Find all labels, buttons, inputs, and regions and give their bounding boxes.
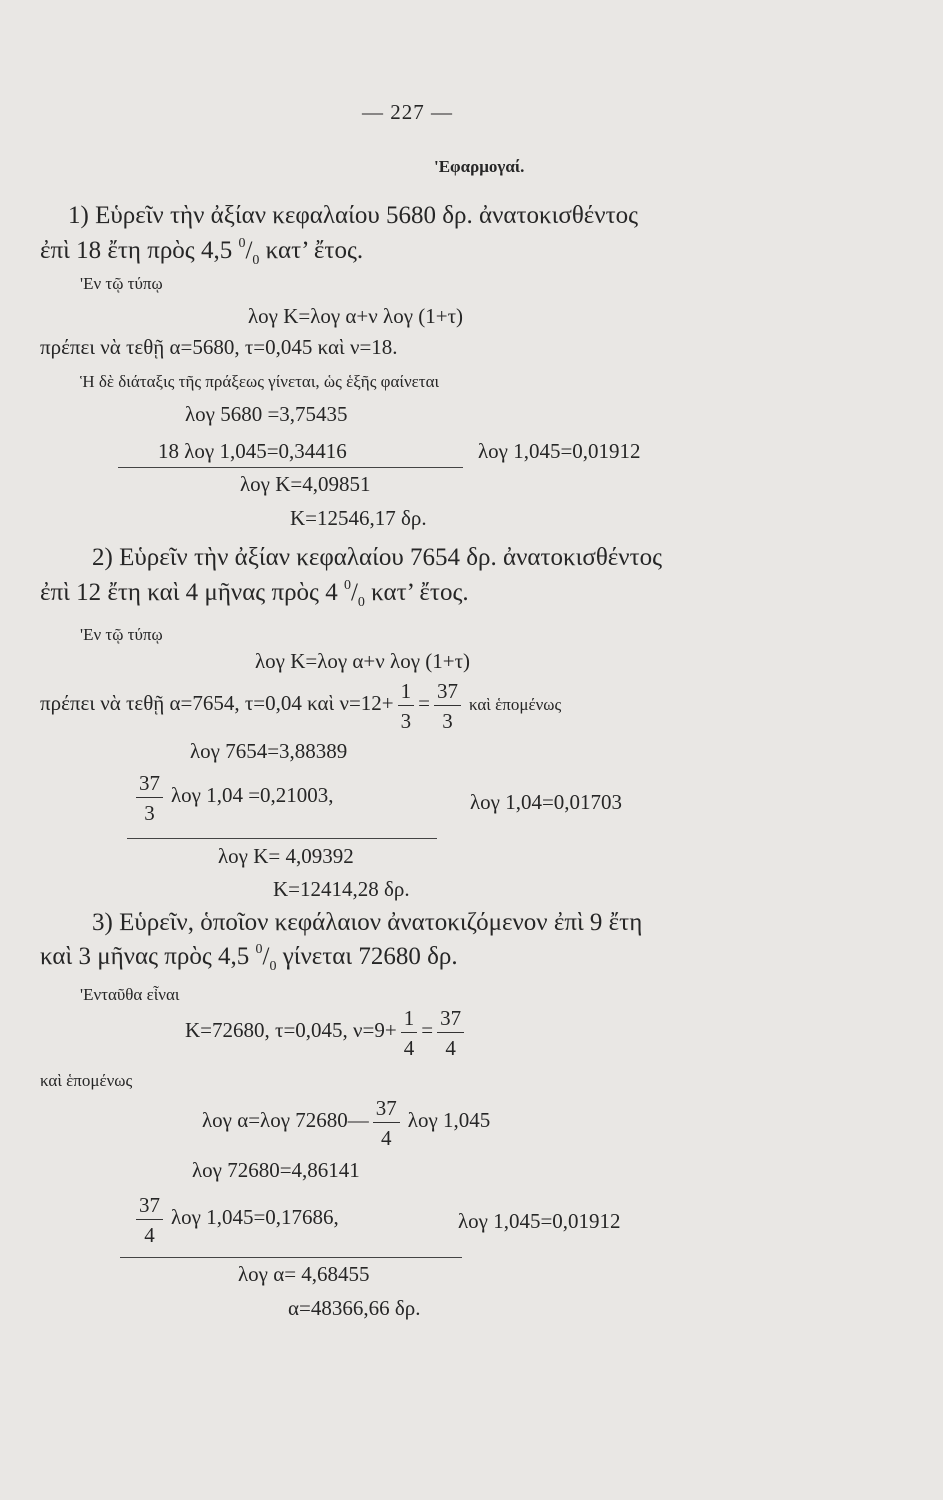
section-title: 'Εφαρμογαί.	[434, 157, 525, 176]
ex3-formula-fraction: $\frac{37}{4}$	[373, 1098, 400, 1149]
ex2-intro: 'Εν τῷ τύπῳ	[80, 625, 163, 644]
ex3-fraction-2: $\frac{37}{4}$	[437, 1008, 464, 1059]
ex2-fraction-2: $\frac{37}{3}$	[434, 681, 461, 732]
ex3-values: Κ=72680, τ=0,045, ν=9+ $\frac{1}{4}$ = $\frac{37}{4}$	[185, 1008, 468, 1059]
ex2-values: πρέπει νὰ τεθῇ α=7654, τ=0,04 καὶ ν=12+ $\frac{1}{3}$ = $\frac{37}{3}$ καὶ ἑπομένως	[40, 679, 562, 733]
ex2-calc1: λογ 7654=3,88389	[190, 739, 348, 763]
ex3-calc2: $\frac{37}{4}$ λογ 1,045=0,17686,	[132, 1195, 339, 1246]
ex2-problem-line2: ἐπὶ 12 ἔτη καὶ 4 μῆνας πρὸς 4 $^0/_0$ κατ’ ἔτος.	[40, 577, 469, 610]
ex2-calc2-side: λογ 1,04=0,01703	[470, 790, 623, 814]
ex1-calc3: λογ Κ=4,09851	[240, 472, 371, 496]
ex1-problem-line2: ἐπὶ 18 ἔτη πρὸς 4,5 $^0/_0$ κατ’ ἔτος.	[40, 235, 364, 268]
ex1-calc2: 18 λογ 1,045=0,34416	[158, 439, 347, 463]
ex3-calc2-side: λογ 1,045=0,01912	[458, 1209, 621, 1233]
sum-rule	[127, 838, 437, 839]
ex2-calc2-fraction: $\frac{37}{3}$	[136, 773, 163, 824]
ex3-formula: λογ α=λογ 72680— $\frac{37}{4}$ λογ 1,045	[202, 1096, 491, 1150]
ex3-fraction-1: $\frac{1}{4}$	[401, 1008, 418, 1059]
ex2-calc2: $\frac{37}{3}$ λογ 1,04 =0,21003,	[132, 773, 334, 824]
ex3-calc2-fraction: $\frac{37}{4}$	[136, 1195, 163, 1246]
ex2-calc3: λογ Κ= 4,09392	[218, 844, 354, 868]
ex3-problem-line1: 3) Εὑρεῖν, ὁποῖον κεφάλαιον ἀνατοκιζόμενον ἐπὶ 9 ἔτη	[92, 909, 643, 936]
ex3-intro: 'Ενταῦθα εἶναι	[80, 985, 180, 1004]
ex3-problem-line2: καὶ 3 μῆνας πρὸς 4,5 $^0/_0$ γίνεται 72680 δρ.	[40, 941, 458, 974]
ex1-calc2-side: λογ 1,045=0,01912	[478, 439, 641, 463]
ex3-calc1: λογ 72680=4,86141	[192, 1158, 360, 1182]
ex1-calc1: λογ 5680 =3,75435	[185, 402, 348, 426]
page-number: — 227 —	[362, 100, 453, 124]
ex2-problem-line1: 2) Εὑρεῖν τὴν ἀξίαν κεφαλαίου 7654 δρ. ἀνατοκισθέντος	[92, 544, 663, 571]
ex2-formula: λογ Κ=λογ α+ν λογ (1+τ)	[255, 649, 471, 673]
sum-rule	[118, 467, 463, 468]
ex1-intro: 'Εν τῷ τύπῳ	[80, 274, 163, 293]
ex1-result: Κ=12546,17 δρ.	[290, 506, 427, 530]
ex1-problem-line1: 1) Εὑρεῖν τὴν ἀξίαν κεφαλαίου 5680 δρ. ἀνατοκισθέντος	[68, 202, 639, 229]
ex2-fraction-1: $\frac{1}{3}$	[398, 681, 415, 732]
ex1-arrangement: Ἡ δὲ διάταξις τῆς πράξεως γίνεται, ὡς ἑξῆς φαίνεται	[80, 372, 440, 391]
ex1-values: πρέπει νὰ τεθῇ α=5680, τ=0,045 καὶ ν=18.	[40, 335, 398, 359]
ex2-result: Κ=12414,28 δρ.	[273, 877, 410, 901]
ex3-result: α=48366,66 δρ.	[288, 1296, 421, 1320]
ex3-and-hence: καὶ ἑπομένως	[40, 1071, 133, 1090]
sum-rule	[120, 1257, 462, 1258]
ex3-calc3: λογ α= 4,68455	[238, 1262, 370, 1286]
ex1-formula: λογ Κ=λογ α+ν λογ (1+τ)	[248, 304, 464, 328]
